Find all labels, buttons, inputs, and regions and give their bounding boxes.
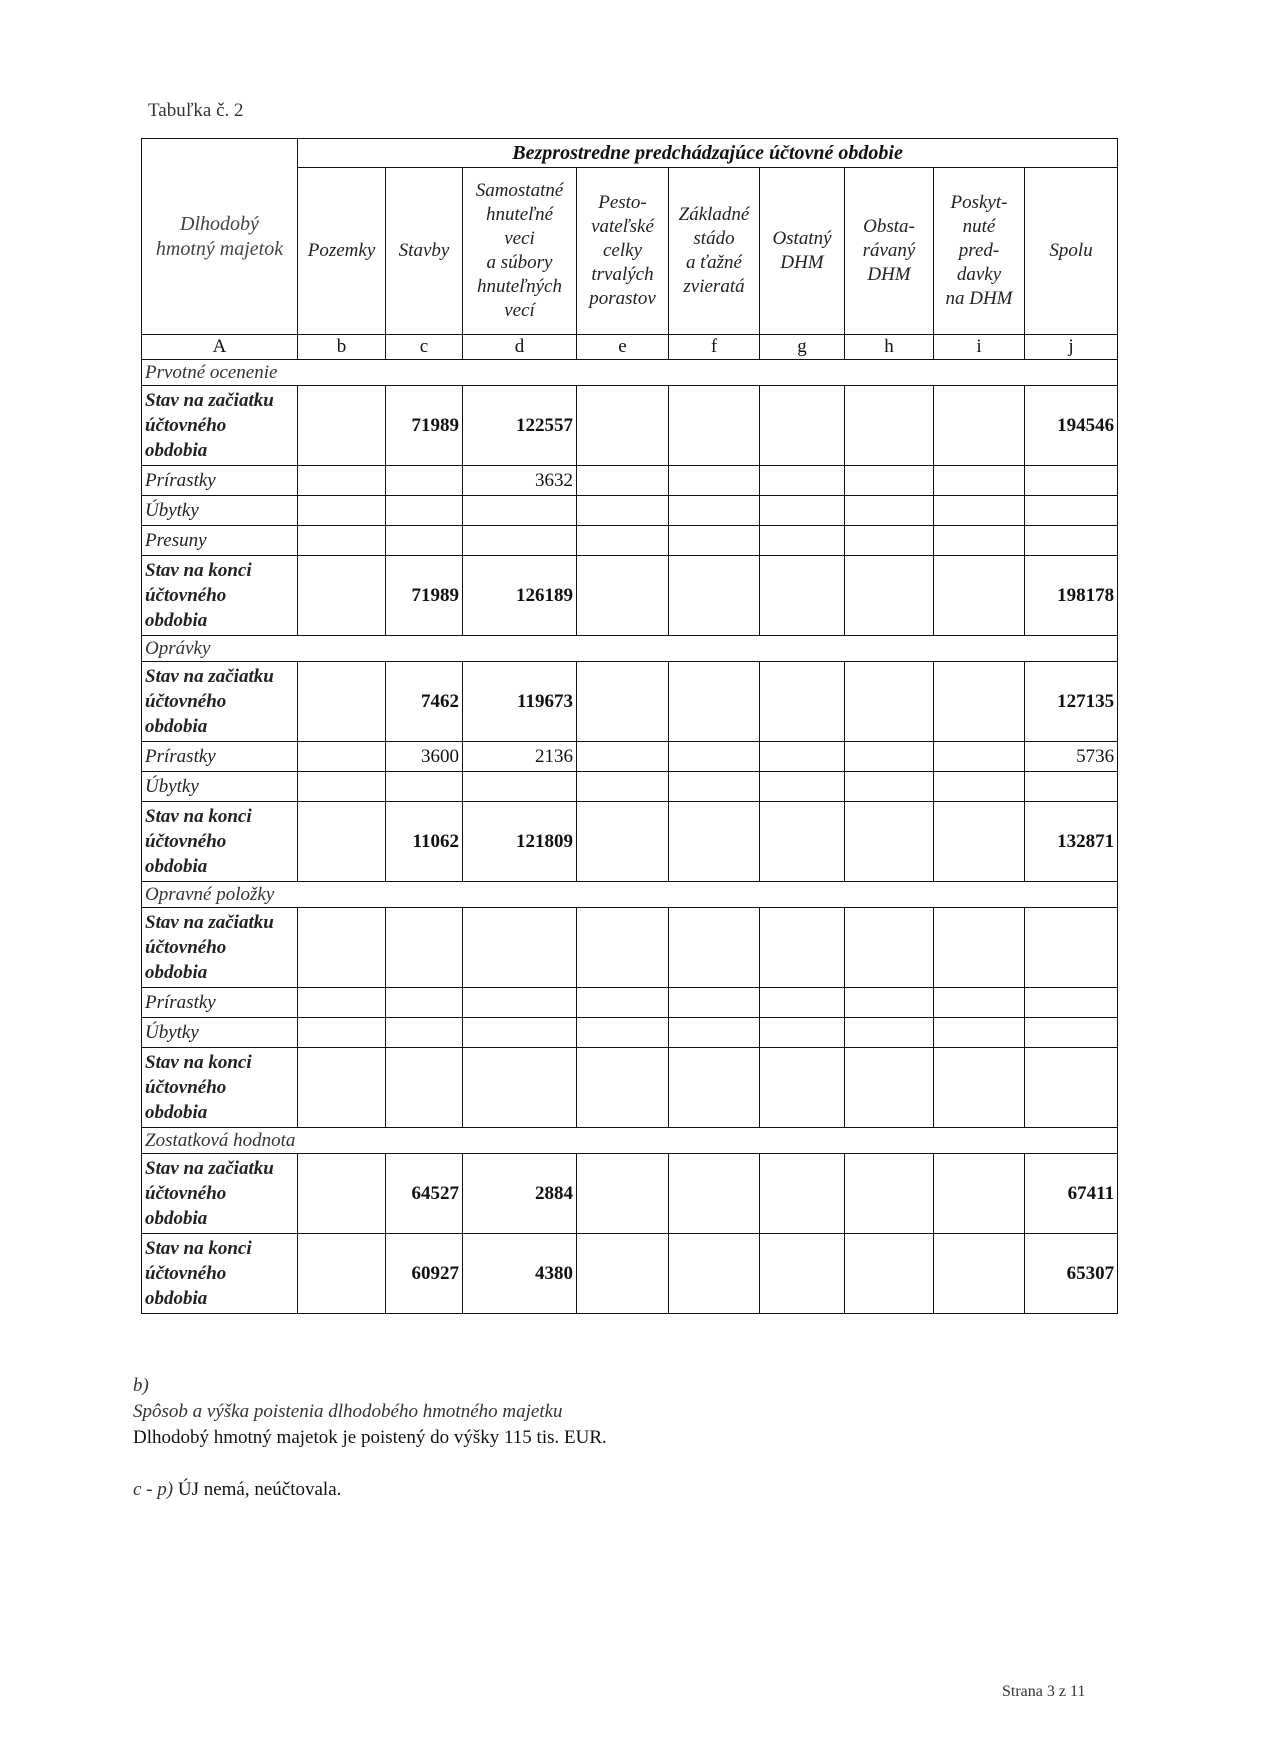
value-cell — [934, 1018, 1025, 1048]
value-cell — [298, 1018, 386, 1048]
table-row — [142, 742, 1118, 772]
section-row — [142, 882, 1118, 908]
value-cell — [934, 496, 1025, 526]
column-letter: A — [142, 335, 298, 360]
table-row — [142, 772, 1118, 802]
value-cell: 198178 — [1025, 556, 1118, 636]
value-cell — [760, 1048, 845, 1128]
value-cell — [577, 1048, 669, 1128]
column-letter: f — [669, 335, 760, 360]
value-cell — [298, 802, 386, 882]
value-cell: 2136 — [463, 742, 577, 772]
value-cell — [298, 526, 386, 556]
value-cell — [934, 988, 1025, 1018]
value-cell — [845, 988, 934, 1018]
value-cell — [669, 496, 760, 526]
value-cell — [669, 1018, 760, 1048]
value-cell — [760, 1234, 845, 1314]
value-cell: 60927 — [386, 1234, 463, 1314]
value-cell — [845, 742, 934, 772]
table-row — [142, 386, 1118, 466]
value-cell — [298, 1048, 386, 1128]
table-row — [142, 496, 1118, 526]
value-cell — [386, 908, 463, 988]
value-cell — [934, 466, 1025, 496]
fixed-assets-table — [141, 138, 1118, 1314]
value-cell: 67411 — [1025, 1154, 1118, 1234]
value-cell — [1025, 1048, 1118, 1128]
column-header: Spolu — [1025, 168, 1118, 335]
value-cell — [298, 496, 386, 526]
value-cell — [845, 1234, 934, 1314]
value-cell — [298, 466, 386, 496]
value-cell: 4380 — [463, 1234, 577, 1314]
value-cell — [760, 386, 845, 466]
value-cell: 5736 — [1025, 742, 1118, 772]
value-cell — [845, 662, 934, 742]
value-cell — [298, 662, 386, 742]
value-cell — [934, 386, 1025, 466]
value-cell — [934, 908, 1025, 988]
value-cell — [577, 772, 669, 802]
value-cell — [386, 988, 463, 1018]
value-cell — [760, 466, 845, 496]
table-row — [142, 526, 1118, 556]
value-cell — [577, 1234, 669, 1314]
value-cell — [845, 386, 934, 466]
value-cell — [577, 1154, 669, 1234]
value-cell — [669, 466, 760, 496]
row-label: Stav na začiatku účtovného obdobia — [142, 662, 298, 742]
value-cell — [577, 662, 669, 742]
value-cell — [934, 526, 1025, 556]
table-title: Bezprostredne predchádzajúce účtovné obdobie — [298, 139, 1118, 168]
table-row — [142, 988, 1118, 1018]
note-cp-text: ÚJ nemá, neúčtovala. — [177, 1479, 342, 1500]
value-cell — [386, 1048, 463, 1128]
row-label: Prírastky — [142, 742, 298, 772]
value-cell — [760, 662, 845, 742]
table-row — [142, 908, 1118, 988]
column-letter: c — [386, 335, 463, 360]
row-label: Stav na konci účtovného obdobia — [142, 1234, 298, 1314]
column-header: Pozemky — [298, 168, 386, 335]
value-cell — [934, 802, 1025, 882]
value-cell — [577, 908, 669, 988]
value-cell: 194546 — [1025, 386, 1118, 466]
value-cell — [298, 556, 386, 636]
value-cell — [463, 496, 577, 526]
section-row — [142, 636, 1118, 662]
value-cell — [298, 1154, 386, 1234]
value-cell: 121809 — [463, 802, 577, 882]
value-cell — [669, 526, 760, 556]
value-cell: 126189 — [463, 556, 577, 636]
value-cell — [1025, 908, 1118, 988]
section-title: Oprávky — [142, 636, 1118, 662]
value-cell — [1025, 466, 1118, 496]
value-cell — [577, 988, 669, 1018]
value-cell — [463, 988, 577, 1018]
value-cell: 71989 — [386, 386, 463, 466]
value-cell — [669, 556, 760, 636]
value-cell — [845, 1048, 934, 1128]
value-cell — [845, 496, 934, 526]
row-label: Úbytky — [142, 772, 298, 802]
value-cell — [298, 988, 386, 1018]
section-title: Prvotné ocenenie — [142, 360, 1118, 386]
column-header: Samostatné hnuteľné veci a súbory hnuteľných vecí — [463, 168, 577, 335]
column-letter: j — [1025, 335, 1118, 360]
column-header: Stavby — [386, 168, 463, 335]
section-row — [142, 360, 1118, 386]
value-cell — [577, 496, 669, 526]
row-label: Stav na začiatku účtovného obdobia — [142, 386, 298, 466]
value-cell — [669, 802, 760, 882]
column-header: Ostatný DHM — [760, 168, 845, 335]
column-header: Poskyt- nuté pred- davky na DHM — [934, 168, 1025, 335]
column-letter: e — [577, 335, 669, 360]
value-cell — [760, 1018, 845, 1048]
value-cell — [577, 466, 669, 496]
column-header: Obsta- rávaný DHM — [845, 168, 934, 335]
value-cell — [845, 772, 934, 802]
value-cell — [386, 496, 463, 526]
value-cell — [577, 802, 669, 882]
table-row — [142, 1018, 1118, 1048]
value-cell — [934, 772, 1025, 802]
value-cell: 71989 — [386, 556, 463, 636]
table-row — [142, 466, 1118, 496]
value-cell — [760, 526, 845, 556]
table-row — [142, 802, 1118, 882]
value-cell — [577, 386, 669, 466]
value-cell — [577, 556, 669, 636]
value-cell — [463, 526, 577, 556]
column-letter: g — [760, 335, 845, 360]
value-cell — [845, 1154, 934, 1234]
value-cell — [463, 1048, 577, 1128]
value-cell — [934, 1154, 1025, 1234]
row-label: Úbytky — [142, 496, 298, 526]
value-cell — [934, 662, 1025, 742]
column-letter: i — [934, 335, 1025, 360]
value-cell — [934, 1234, 1025, 1314]
value-cell — [669, 386, 760, 466]
value-cell: 7462 — [386, 662, 463, 742]
value-cell: 11062 — [386, 802, 463, 882]
row-label: Stav na konci účtovného obdobia — [142, 802, 298, 882]
page-number: Strana 3 z 11 — [1002, 1683, 1086, 1700]
value-cell — [845, 466, 934, 496]
value-cell: 3600 — [386, 742, 463, 772]
row-label: Prírastky — [142, 466, 298, 496]
value-cell: 119673 — [463, 662, 577, 742]
note-b-label: b) — [133, 1375, 149, 1396]
value-cell — [577, 742, 669, 772]
row-label: Stav na začiatku účtovného obdobia — [142, 1154, 298, 1234]
value-cell: 3632 — [463, 466, 577, 496]
value-cell — [845, 556, 934, 636]
value-cell: 64527 — [386, 1154, 463, 1234]
value-cell — [669, 908, 760, 988]
value-cell — [463, 772, 577, 802]
value-cell — [760, 742, 845, 772]
table-row — [142, 556, 1118, 636]
section-row — [142, 1128, 1118, 1154]
value-cell — [845, 1018, 934, 1048]
value-cell — [298, 386, 386, 466]
value-cell — [669, 988, 760, 1018]
table-row — [142, 1048, 1118, 1128]
value-cell — [577, 526, 669, 556]
value-cell — [669, 1048, 760, 1128]
value-cell — [669, 1234, 760, 1314]
row-label: Presuny — [142, 526, 298, 556]
row-label: Úbytky — [142, 1018, 298, 1048]
insurance-heading: Spôsob a výška poistenia dlhodobého hmotného majetku — [133, 1401, 563, 1422]
section-title: Opravné položky — [142, 882, 1118, 908]
value-cell: 65307 — [1025, 1234, 1118, 1314]
table-row — [142, 662, 1118, 742]
value-cell — [298, 908, 386, 988]
value-cell — [669, 742, 760, 772]
column-letter: h — [845, 335, 934, 360]
value-cell — [1025, 988, 1118, 1018]
table-row — [142, 1154, 1118, 1234]
value-cell — [934, 742, 1025, 772]
value-cell — [298, 742, 386, 772]
value-cell: 122557 — [463, 386, 577, 466]
value-cell — [386, 1018, 463, 1048]
insurance-text: Dlhodobý hmotný majetok je poistený do výšky 115 tis. EUR. — [133, 1427, 607, 1448]
value-cell — [463, 1018, 577, 1048]
section-title: Zostatková hodnota — [142, 1128, 1118, 1154]
row-label: Stav na konci účtovného obdobia — [142, 556, 298, 636]
value-cell — [1025, 496, 1118, 526]
value-cell — [669, 662, 760, 742]
value-cell — [386, 466, 463, 496]
value-cell — [934, 556, 1025, 636]
value-cell — [1025, 526, 1118, 556]
column-header: Pesto- vateľské celky trvalých porastov — [577, 168, 669, 335]
column-header: Základné stádo a ťažné zvieratá — [669, 168, 760, 335]
value-cell — [760, 1154, 845, 1234]
value-cell — [298, 1234, 386, 1314]
value-cell — [845, 526, 934, 556]
value-cell — [760, 772, 845, 802]
value-cell — [669, 772, 760, 802]
value-cell — [760, 496, 845, 526]
table-row — [142, 1234, 1118, 1314]
value-cell — [934, 1048, 1025, 1128]
value-cell — [1025, 772, 1118, 802]
value-cell — [669, 1154, 760, 1234]
table-caption: Tabuľka č. 2 — [148, 100, 244, 121]
value-cell — [386, 526, 463, 556]
column-letter: b — [298, 335, 386, 360]
value-cell: 132871 — [1025, 802, 1118, 882]
value-cell — [845, 802, 934, 882]
value-cell — [577, 1018, 669, 1048]
value-cell: 127135 — [1025, 662, 1118, 742]
value-cell: 2884 — [463, 1154, 577, 1234]
row-label: Prírastky — [142, 988, 298, 1018]
row-label: Stav na začiatku účtovného obdobia — [142, 908, 298, 988]
value-cell — [760, 988, 845, 1018]
column-letter: d — [463, 335, 577, 360]
value-cell — [463, 908, 577, 988]
value-cell — [1025, 1018, 1118, 1048]
notes — [133, 1373, 607, 1503]
value-cell — [760, 908, 845, 988]
note-cp — [133, 1477, 607, 1503]
value-cell — [845, 908, 934, 988]
row-header-cell: Dlhodobý hmotný majetok — [142, 139, 298, 335]
value-cell — [386, 772, 463, 802]
value-cell — [760, 802, 845, 882]
note-cp-label: c - p) — [133, 1479, 174, 1500]
value-cell — [760, 556, 845, 636]
value-cell — [298, 772, 386, 802]
row-label: Stav na konci účtovného obdobia — [142, 1048, 298, 1128]
